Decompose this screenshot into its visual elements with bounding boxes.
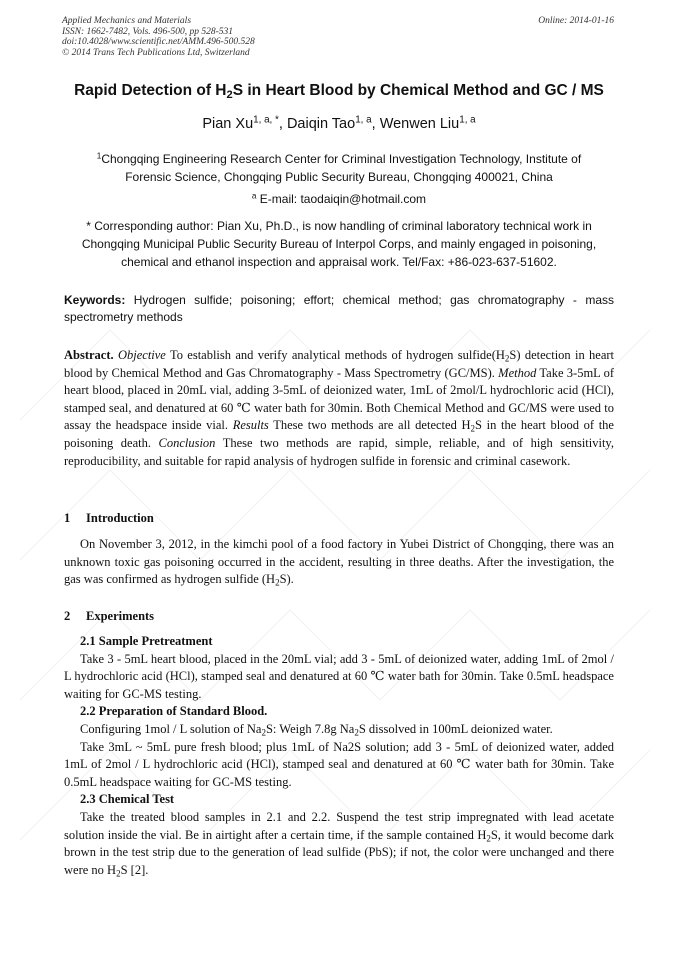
corresponding-author: * Corresponding author: Pian Xu, Ph.D., is now handling of criminal laboratory technical work in Chongqing Municipal Public Security Bureau of Interpol Corps, and mainly engaged in poisoning, chemical and ethanol inspection and appraisal work. Tel/Fax: +86-023-637-51602. xyxy=(81,219,597,269)
author: Wenwen Liu$^{1, a}$ xyxy=(379,114,476,132)
section-heading-introduction: 1 Introduction xyxy=(64,511,154,525)
abstract: Abstract. Objective To establish and verify analytical methods of hydrogen $sulfide(H_2S)$ detection in heart blood by Chemical Method and Gas Chromatography - Mass Spectrometry (GC/MS). Method Take 3-5mL of heart blood, placed in 20mL vial, adding 3-5mL of deionized water, 1mL of 2mol/L hydrochloric acid (HCl), stamped seal, and denatured at 60 ℃ water bath for 30min. Both Chemical Method and GC/MS were used to assay the headspace inside vial. Results These two methods are all detected $H_2S$ in the heart blood of the poisoning death. Conclusion These two methods are rapid, simple, reliable, and of high sensitivity, reproducibility, and suitable for rapid analysis of hydrogen sulfide in forensic and criminal casework. xyxy=(64,348,615,468)
journal-copyright: © 2014 Trans Tech Publications Ltd, Switzerland xyxy=(62,47,250,58)
journal-doi: doi:10.4028/www.scientific.net/AMM.496-500.528 xyxy=(62,37,255,47)
paper-title: Rapid Detection of $H_2S$ in Heart Blood by Chemical Method and GC / MS xyxy=(74,82,604,101)
affiliation: $^1$Chongqing Engineering Research Center for Criminal Investigation Technology, Institute of Forensic Science, Chongqing Public Security Bureau, Chongqing 400021, China xyxy=(96,151,582,184)
journal-name: Applied Mechanics and Materials xyxy=(62,16,192,26)
author-email: $^a$ E-mail: taodaiqin@hotmail.com xyxy=(251,191,427,206)
standard-blood-text-1: Configuring 1mol / L solution of $Na_2S$: Weigh 7.8g $Na_2S$ dissolved in 100mL deionized water. xyxy=(80,721,553,738)
journal-header xyxy=(62,16,255,58)
journal-issn: ISSN: 1662-7482, Vols. 496-500, pp 528-531 xyxy=(62,26,233,37)
keywords: Keywords: Hydrogen sulfide; poisoning; effort; chemical method; gas chromatography - mass spectrometry methods xyxy=(64,293,614,324)
experiments-body xyxy=(64,633,614,879)
pretreatment-text: Take 3 - 5mL heart blood, placed in the 20mL vial; add 3 - 5mL of deionized water, adding 1mL of 2mol / L hydrochloric acid (HCl), stamped seal and denatured at 60 ℃ water bath for 30min. Take 0.5mL headspace waiting for GC-MS testing. xyxy=(64,651,614,701)
introduction-text: On November 3, 2012, in the kimchi pool of a food factory in Yubei District of Chongqing, there was an unknown toxic gas poisoning occurred in the accident, resulting in three deaths. After the investigation, the gas was confirmed as hydrogen sulfide $(H_2S)$. xyxy=(64,537,614,588)
author: Pian $Xu^{1, a, *}$, xyxy=(202,114,287,132)
standard-blood-text-2: Take 3mL ~ 5mL pure fresh blood; plus 1mL of Na2S solution; add 3 - 5mL of deionized water, added 1mL of 2mol / L hydrochloric acid (HCl), stamped seal and denatured at 60 ℃ water bath for 30min. Take 0.5mL headspace waiting for GC-MS testing. xyxy=(64,739,614,789)
subsection-heading-standard-blood: 2.2 Preparation of Standard Blood. xyxy=(80,704,268,719)
subsection-heading-pretreatment: 2.1 Sample Pretreatment xyxy=(80,634,213,648)
online-date: Online: 2014-01-16 xyxy=(538,16,614,26)
section-heading-experiments: 2 Experiments xyxy=(64,609,155,623)
author-list xyxy=(40,116,638,132)
chemical-test-text: Take the treated blood samples in 2.1 and 2.2. Suspend the test strip impregnated with lead acetate solution inside the vial. Be in airtight after a certain time, if the sample contained $H_2S$, it would become dark brown in the test strip due to the generation of lead sulfide (PbS); if not, the color were unchanged and there were no $H_2S$ [2]. xyxy=(64,809,614,878)
author: Daiqin Tao$^{1, a}$, xyxy=(286,114,380,132)
subsection-heading-chemical-test: 2.3 Chemical Test xyxy=(80,792,175,807)
